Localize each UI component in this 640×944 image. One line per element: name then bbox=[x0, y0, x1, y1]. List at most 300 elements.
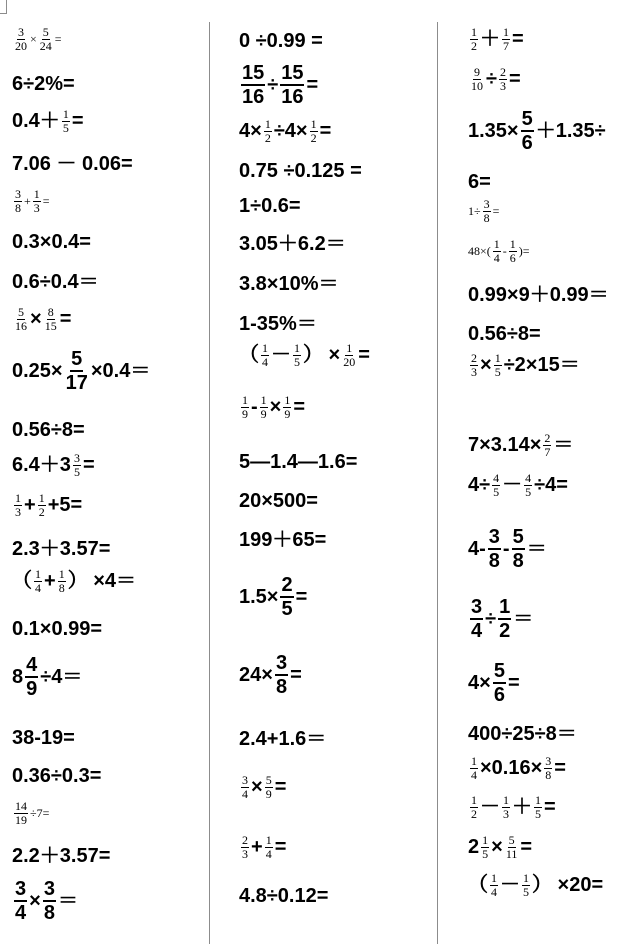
fraction bbox=[25, 654, 38, 701]
fraction-denominator: 8 bbox=[58, 580, 65, 595]
expression-text: 1-35%＝ bbox=[239, 313, 317, 335]
math-problem bbox=[239, 314, 317, 334]
fraction-denominator: 7 bbox=[544, 444, 551, 459]
fraction-denominator: 16 bbox=[15, 318, 27, 333]
expression-text: 1÷ bbox=[468, 204, 481, 219]
expression-text: ） ×20= bbox=[532, 874, 604, 897]
expression-text: 0.36÷0.3= bbox=[12, 765, 102, 787]
math-problem bbox=[12, 846, 110, 866]
fraction-denominator: 19 bbox=[15, 812, 27, 827]
expression-text: ） ×4＝ bbox=[67, 570, 137, 593]
fraction bbox=[14, 26, 28, 52]
fraction-denominator: 8 bbox=[15, 200, 21, 215]
fraction bbox=[241, 62, 265, 109]
expression-text: ÷4× bbox=[273, 120, 308, 143]
fraction bbox=[521, 108, 534, 155]
fraction-numerator: 3 bbox=[275, 652, 288, 676]
math-problem bbox=[468, 26, 524, 52]
expression-text: ＝ bbox=[526, 538, 547, 561]
fraction-numerator: 1 bbox=[482, 833, 489, 847]
fraction-denominator: 9 bbox=[26, 678, 38, 701]
fraction bbox=[470, 66, 484, 92]
fraction-numerator: 1 bbox=[523, 871, 529, 885]
expression-text: ＋1.35÷ bbox=[535, 120, 606, 143]
expression-text: ＝ bbox=[513, 608, 534, 631]
fraction bbox=[241, 834, 249, 860]
fraction-denominator: 4 bbox=[265, 846, 272, 861]
fraction-numerator: 3 bbox=[470, 596, 483, 620]
expression-text: 6.4＋3 bbox=[12, 454, 71, 477]
math-problem bbox=[239, 118, 331, 144]
fraction-denominator: 9 bbox=[265, 786, 272, 801]
fraction-denominator: 5 bbox=[525, 484, 532, 499]
fraction-denominator: 7 bbox=[503, 38, 509, 53]
fraction-denominator: 6 bbox=[493, 684, 505, 707]
fraction bbox=[39, 26, 53, 52]
fraction bbox=[509, 238, 517, 264]
fraction-denominator: 24 bbox=[39, 38, 52, 53]
expression-text: +5= bbox=[47, 494, 83, 517]
math-problem bbox=[468, 198, 499, 224]
expression-text: × bbox=[269, 396, 282, 419]
expression-text: ＋ bbox=[480, 28, 500, 51]
fraction-numerator: 2 bbox=[499, 65, 506, 79]
fraction-numerator: 5 bbox=[265, 773, 272, 787]
math-problem bbox=[468, 352, 580, 378]
fraction bbox=[265, 774, 273, 800]
expression-text: 7×3.14× bbox=[468, 434, 542, 457]
expression-text: × bbox=[29, 890, 41, 913]
expression-text: × bbox=[251, 776, 263, 799]
expression-text: 6= bbox=[468, 171, 491, 193]
expression-text: = bbox=[508, 68, 521, 91]
fraction bbox=[44, 306, 58, 332]
fraction bbox=[490, 872, 498, 898]
expression-text: （ bbox=[12, 570, 32, 593]
fraction-denominator: 3 bbox=[15, 504, 21, 519]
fraction bbox=[470, 596, 483, 643]
fraction bbox=[502, 794, 510, 820]
fraction bbox=[470, 794, 478, 820]
fraction-denominator: 15 bbox=[44, 318, 57, 333]
fraction-numerator: 3 bbox=[14, 878, 27, 902]
expression-text: ） × bbox=[303, 344, 341, 367]
fraction bbox=[62, 108, 70, 134]
expression-text: （ bbox=[239, 344, 259, 367]
expression-text: ÷4= bbox=[534, 474, 568, 497]
fraction bbox=[512, 526, 525, 573]
fraction-denominator: 2 bbox=[471, 806, 477, 821]
fraction bbox=[522, 872, 530, 898]
fraction bbox=[481, 834, 489, 860]
expression-text: 8 bbox=[12, 666, 24, 689]
math-problem bbox=[239, 342, 370, 368]
column-divider bbox=[437, 22, 438, 944]
fraction bbox=[502, 26, 510, 52]
fraction bbox=[470, 755, 478, 781]
expression-text: × bbox=[30, 32, 37, 47]
fraction bbox=[310, 118, 318, 144]
fraction-numerator: 1 bbox=[262, 341, 268, 355]
math-problem bbox=[468, 872, 603, 898]
math-problem bbox=[12, 420, 85, 440]
math-problem bbox=[239, 234, 346, 254]
math-problem bbox=[239, 452, 357, 472]
fraction-numerator: 4 bbox=[25, 654, 38, 678]
fraction-numerator: 1 bbox=[493, 237, 500, 251]
fraction bbox=[43, 878, 56, 925]
fraction-numerator: 3 bbox=[545, 754, 552, 768]
fraction-numerator: 1 bbox=[471, 754, 477, 768]
expression-text: ＝ bbox=[57, 890, 78, 913]
fraction-numerator: 4 bbox=[525, 471, 532, 485]
fraction-denominator: 16 bbox=[281, 86, 304, 109]
fraction bbox=[241, 774, 249, 800]
expression-text: = bbox=[71, 110, 84, 133]
fraction bbox=[470, 26, 478, 52]
expression-text: 0.3×0.4= bbox=[12, 231, 91, 253]
fraction-denominator: 9 bbox=[242, 406, 248, 421]
fraction-denominator: 8 bbox=[545, 767, 552, 782]
math-problem bbox=[468, 172, 491, 192]
expression-text: + bbox=[251, 836, 263, 859]
fraction-numerator: 1 bbox=[491, 871, 497, 885]
fraction-denominator: 2 bbox=[310, 130, 317, 145]
expression-text: 4- bbox=[468, 538, 486, 561]
fraction-denominator: 4 bbox=[35, 580, 41, 595]
math-problem bbox=[12, 728, 75, 748]
fraction-numerator: 1 bbox=[503, 793, 509, 807]
expression-text: 0.1×0.99= bbox=[12, 618, 103, 640]
fraction-numerator: 5 bbox=[493, 660, 506, 684]
fraction-denominator: 16 bbox=[242, 86, 265, 109]
math-problem bbox=[468, 108, 606, 155]
expression-text: = bbox=[544, 796, 556, 819]
expression-text: － bbox=[271, 344, 291, 367]
expression-text: = bbox=[554, 757, 566, 780]
fraction bbox=[493, 238, 501, 264]
expression-text: 0.56÷8= bbox=[468, 323, 541, 345]
fraction bbox=[260, 394, 268, 420]
expression-text: 38-19= bbox=[12, 727, 75, 749]
fraction-denominator: 11 bbox=[505, 846, 518, 861]
fraction-denominator: 4 bbox=[491, 884, 497, 899]
expression-text: － bbox=[480, 796, 500, 819]
fraction-denominator: 3 bbox=[33, 200, 40, 215]
math-problem bbox=[12, 539, 110, 559]
fraction bbox=[492, 472, 500, 498]
math-problem bbox=[239, 31, 323, 51]
expression-text: 1÷0.6= bbox=[239, 195, 301, 217]
fraction-numerator: 1 bbox=[471, 793, 477, 807]
expression-text: ÷ bbox=[486, 68, 497, 91]
fraction-numerator: 8 bbox=[47, 305, 54, 319]
fraction bbox=[38, 492, 46, 518]
fraction bbox=[73, 452, 81, 478]
expression-text: × bbox=[480, 354, 492, 377]
expression-text: - bbox=[502, 244, 507, 259]
fraction-denominator: 8 bbox=[275, 676, 288, 699]
fraction-numerator: 3 bbox=[15, 187, 21, 201]
math-problem bbox=[239, 530, 326, 550]
expression-text: + bbox=[24, 194, 31, 209]
fraction-numerator: 1 bbox=[284, 393, 291, 407]
math-problem bbox=[239, 729, 326, 749]
expression-text: ÷4＝ bbox=[40, 666, 83, 689]
fraction-denominator: 17 bbox=[65, 372, 88, 395]
fraction-numerator: 1 bbox=[310, 117, 317, 131]
fraction-denominator: 4 bbox=[493, 250, 500, 265]
expression-text: = bbox=[295, 586, 308, 609]
fraction bbox=[265, 834, 273, 860]
math-problem bbox=[239, 574, 307, 621]
math-problem bbox=[239, 161, 362, 181]
expression-text: － bbox=[500, 874, 520, 897]
fraction-denominator: 10 bbox=[471, 78, 483, 93]
fraction-numerator: 1 bbox=[15, 491, 21, 505]
fraction bbox=[534, 794, 542, 820]
fraction-numerator: 5 bbox=[42, 25, 49, 39]
fraction-denominator: 2 bbox=[471, 38, 477, 53]
expression-text: = bbox=[274, 776, 287, 799]
fraction-numerator: 3 bbox=[488, 526, 501, 550]
fraction-numerator: 1 bbox=[265, 833, 272, 847]
expression-text: ÷2×15＝ bbox=[503, 354, 580, 377]
expression-text: = bbox=[507, 672, 520, 695]
expression-text: )= bbox=[518, 244, 530, 259]
fraction-denominator: 9 bbox=[284, 406, 291, 421]
math-problem bbox=[468, 660, 520, 707]
math-problem bbox=[468, 724, 577, 744]
fraction bbox=[34, 568, 42, 594]
math-problem bbox=[12, 74, 75, 94]
fraction-numerator: 2 bbox=[280, 574, 293, 598]
fraction-numerator: 3 bbox=[242, 773, 248, 787]
fraction-denominator: 20 bbox=[343, 354, 356, 369]
fraction bbox=[543, 432, 551, 458]
math-problem bbox=[468, 596, 533, 643]
expression-text: 4÷ bbox=[468, 474, 491, 497]
expression-text: 2.3＋3.57= bbox=[12, 538, 111, 560]
fraction-denominator: 4 bbox=[262, 354, 268, 369]
fraction-denominator: 5 bbox=[494, 364, 501, 379]
column-divider bbox=[209, 22, 210, 944]
fraction-denominator: 3 bbox=[471, 364, 477, 379]
fraction-numerator: 1 bbox=[294, 341, 300, 355]
fraction-denominator: 4 bbox=[15, 902, 27, 925]
math-problem bbox=[12, 348, 150, 395]
fraction-denominator: 5 bbox=[73, 464, 80, 479]
expression-text: 24× bbox=[239, 664, 273, 687]
fraction-numerator: 1 bbox=[38, 491, 45, 505]
fraction bbox=[14, 878, 27, 925]
fraction bbox=[261, 342, 269, 368]
expression-text: 1.5× bbox=[239, 586, 279, 609]
fraction bbox=[493, 660, 506, 707]
expression-text: ÷ bbox=[267, 74, 279, 97]
math-problem bbox=[239, 62, 318, 109]
fraction bbox=[14, 188, 22, 214]
fraction-numerator: 9 bbox=[474, 65, 480, 79]
fraction-numerator: 5 bbox=[508, 833, 515, 847]
fraction-numerator: 2 bbox=[242, 833, 248, 847]
expression-text: ＋ bbox=[512, 796, 532, 819]
expression-text: + bbox=[24, 494, 36, 517]
fraction-denominator: 20 bbox=[15, 38, 27, 53]
expression-text: - bbox=[251, 396, 258, 419]
expression-text: ÷7= bbox=[30, 806, 50, 821]
fraction-numerator: 5 bbox=[70, 348, 83, 372]
fraction-denominator: 2 bbox=[264, 130, 271, 145]
fraction-numerator: 4 bbox=[493, 471, 500, 485]
expression-text: = bbox=[520, 836, 533, 859]
expression-text: 2.4+1.6＝ bbox=[239, 728, 327, 750]
fraction bbox=[14, 492, 22, 518]
expression-text: 7.06 － 0.06= bbox=[12, 153, 133, 175]
fraction-denominator: 6 bbox=[509, 250, 516, 265]
expression-text: 0 ÷0.99 = bbox=[239, 30, 323, 52]
expression-text: ÷ bbox=[485, 608, 497, 631]
math-problem bbox=[12, 232, 91, 252]
math-problem bbox=[12, 108, 84, 134]
expression-text: 0.99×9＋0.99＝ bbox=[468, 284, 609, 306]
expression-text: 4× bbox=[468, 672, 491, 695]
expression-text: 4.8÷0.12= bbox=[239, 885, 329, 907]
fraction-denominator: 2 bbox=[499, 620, 511, 643]
expression-text: ＝ bbox=[553, 434, 574, 457]
fraction bbox=[14, 800, 28, 826]
fraction-numerator: 1 bbox=[535, 793, 541, 807]
fraction-numerator: 2 bbox=[544, 431, 551, 445]
expression-text: = bbox=[293, 396, 306, 419]
fraction bbox=[33, 188, 41, 214]
math-problem bbox=[12, 654, 82, 701]
fraction-numerator: 1 bbox=[264, 117, 271, 131]
expression-text: × bbox=[30, 308, 42, 331]
math-problem bbox=[12, 26, 62, 52]
fraction-numerator: 15 bbox=[280, 62, 304, 86]
expression-text: 3.05＋6.2＝ bbox=[239, 233, 346, 255]
expression-text: = bbox=[274, 836, 287, 859]
fraction bbox=[275, 652, 288, 699]
fraction-denominator: 5 bbox=[482, 846, 489, 861]
expression-text: - bbox=[502, 538, 510, 561]
math-problem bbox=[12, 492, 82, 518]
math-problem bbox=[239, 774, 286, 800]
math-problem bbox=[468, 238, 530, 264]
fraction-denominator: 9 bbox=[260, 406, 267, 421]
fraction bbox=[280, 62, 304, 109]
expression-text: 2 bbox=[468, 836, 480, 859]
fraction-numerator: 1 bbox=[503, 25, 509, 39]
fraction bbox=[65, 348, 89, 395]
fraction bbox=[505, 834, 519, 860]
fraction-numerator: 5 bbox=[512, 526, 525, 550]
expression-text: = bbox=[42, 194, 50, 209]
expression-text: = bbox=[512, 28, 524, 51]
math-problem bbox=[468, 432, 573, 458]
expression-text: 20×500= bbox=[239, 490, 318, 512]
math-problem bbox=[12, 154, 133, 174]
fraction-numerator: 14 bbox=[15, 799, 27, 813]
fraction-denominator: 5 bbox=[294, 354, 300, 369]
expression-text: 6÷2%= bbox=[12, 73, 75, 95]
expression-text: 2.2＋3.57= bbox=[12, 845, 111, 867]
expression-text: － bbox=[502, 474, 523, 497]
math-problem bbox=[12, 188, 50, 214]
expression-text: 0.6÷0.4＝ bbox=[12, 271, 99, 293]
fraction bbox=[498, 596, 511, 643]
expression-text: 0.25× bbox=[12, 360, 63, 383]
expression-text: 4× bbox=[239, 120, 262, 143]
fraction-numerator: 3 bbox=[43, 878, 56, 902]
math-problem bbox=[468, 285, 609, 305]
expression-text: = bbox=[82, 454, 95, 477]
math-problem bbox=[239, 394, 305, 420]
expression-text: 400÷25÷8＝ bbox=[468, 723, 577, 745]
fraction-numerator: 1 bbox=[62, 107, 69, 121]
expression-text: 1.35× bbox=[468, 120, 519, 143]
fraction bbox=[14, 306, 28, 332]
fraction-denominator: 8 bbox=[483, 210, 490, 225]
fraction-denominator: 8 bbox=[43, 902, 55, 925]
math-problem bbox=[12, 766, 101, 786]
fraction-denominator: 4 bbox=[471, 620, 483, 643]
fraction-numerator: 1 bbox=[346, 341, 353, 355]
math-problem bbox=[468, 794, 556, 820]
expression-text: 0.56÷8= bbox=[12, 419, 85, 441]
fraction bbox=[499, 66, 507, 92]
fraction-numerator: 1 bbox=[35, 567, 41, 581]
fraction-denominator: 2 bbox=[38, 504, 45, 519]
fraction-numerator: 1 bbox=[498, 596, 511, 620]
page-corner-mark bbox=[6, 0, 7, 14]
fraction-denominator: 4 bbox=[471, 767, 477, 782]
fraction-denominator: 5 bbox=[281, 598, 293, 621]
fraction-denominator: 3 bbox=[242, 846, 248, 861]
expression-text: = bbox=[358, 344, 370, 367]
fraction-numerator: 1 bbox=[471, 25, 477, 39]
math-problem bbox=[12, 878, 78, 925]
expression-text: = bbox=[492, 204, 500, 219]
fraction bbox=[470, 352, 478, 378]
math-problem bbox=[239, 196, 301, 216]
fraction-numerator: 3 bbox=[73, 451, 80, 465]
math-problem bbox=[12, 568, 136, 594]
fraction-denominator: 3 bbox=[503, 806, 509, 821]
math-problem bbox=[468, 526, 547, 573]
fraction-denominator: 3 bbox=[499, 78, 506, 93]
expression-text: × bbox=[491, 836, 503, 859]
fraction bbox=[544, 755, 552, 781]
expression-text: = bbox=[59, 308, 72, 331]
fraction bbox=[524, 472, 532, 498]
fraction-denominator: 6 bbox=[521, 132, 533, 155]
fraction bbox=[342, 342, 356, 368]
fraction-numerator: 1 bbox=[242, 393, 248, 407]
expression-text: ×0.16× bbox=[480, 757, 543, 780]
math-problem bbox=[468, 324, 541, 344]
expression-text: = bbox=[54, 32, 62, 47]
expression-text: = bbox=[306, 74, 319, 97]
fraction-numerator: 2 bbox=[471, 351, 477, 365]
fraction-denominator: 5 bbox=[523, 884, 529, 899]
fraction-denominator: 8 bbox=[512, 550, 524, 573]
fraction-denominator: 5 bbox=[493, 484, 500, 499]
math-problem bbox=[468, 834, 532, 860]
fraction-numerator: 15 bbox=[241, 62, 265, 86]
expression-text: 199＋65= bbox=[239, 529, 327, 551]
